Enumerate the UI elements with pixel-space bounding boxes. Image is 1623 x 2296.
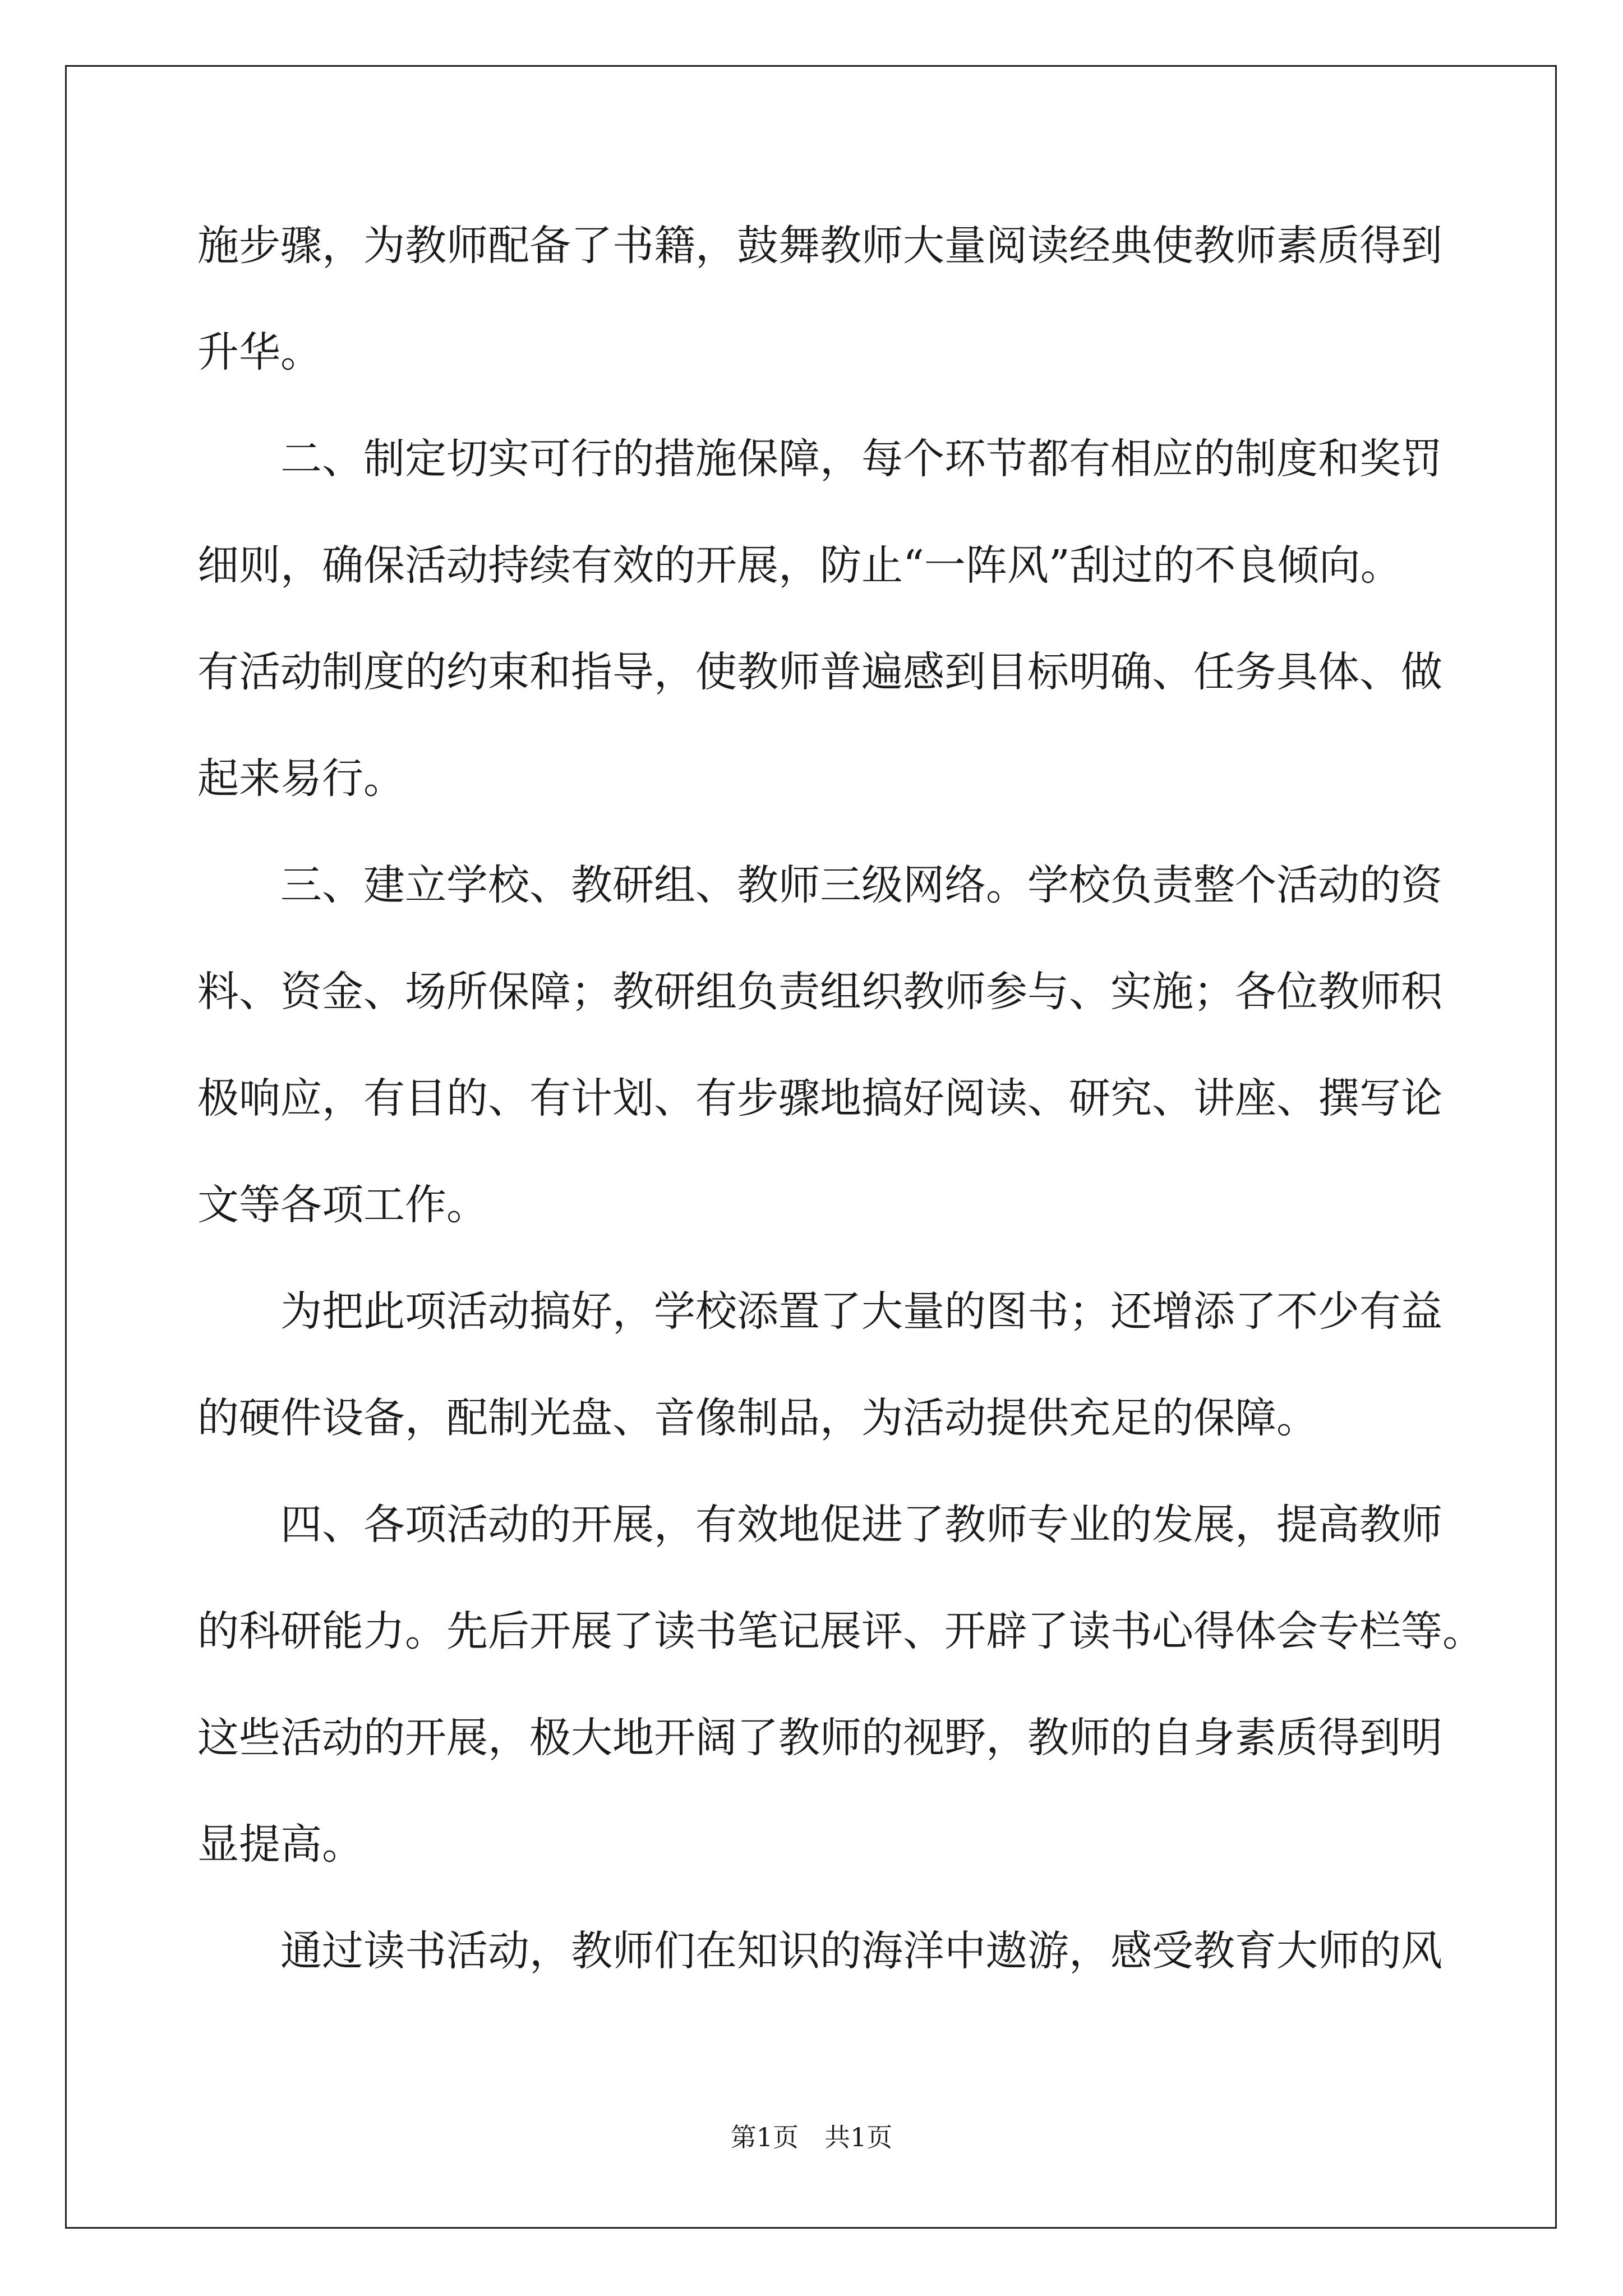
document-body (197, 210, 1484, 2022)
text-line: 显提高。 (197, 1820, 363, 1869)
text-line: 三、建立学校、教研组、教师三级网络。学校负责整个活动的资 (280, 861, 1442, 909)
text-line: 极响应，有目的、有计划、有步骤地搞好阅读、研究、讲座、撰写论 (197, 1074, 1442, 1122)
text-line: 通过读书活动，教师们在知识的海洋中遨游，感受教育大师的风 (280, 1927, 1442, 1975)
text-line: 的科研能力。先后开展了读书笔记展评、开辟了读书心得体会专栏等。 (197, 1607, 1484, 1655)
text-line: 起来易行。 (197, 754, 405, 803)
text-line: 的硬件设备，配制光盘、音像制品，为活动提供充足的保障。 (197, 1394, 1318, 1442)
text-line: 四、各项活动的开展，有效地促进了教师专业的发展，提高教师 (280, 1501, 1442, 1549)
text-line: 这些活动的开展，极大地开阔了教师的视野，教师的自身素质得到明 (197, 1714, 1442, 1762)
text-line: 施步骤，为教师配备了书籍，鼓舞教师大量阅读经典使教师素质得到 (197, 222, 1442, 270)
text-line: 文等各项工作。 (197, 1181, 488, 1229)
text-line: 细则，确保活动持续有效的开展，防止“一阵风”刮过的不良倾向。 (197, 541, 1402, 590)
text-line: 二、制定切实可行的措施保障，每个环节都有相应的制度和奖罚 (280, 435, 1442, 483)
text-line: 为把此项活动搞好，学校添置了大量的图书；还增添了不少有益 (280, 1287, 1442, 1336)
text-line: 升华。 (197, 328, 322, 376)
text-line: 料、资金、场所保障；教研组负责组织教师参与、实施；各位教师积 (197, 968, 1442, 1016)
page-footer: 第1页 共1页 (730, 2122, 893, 2152)
text-line: 有活动制度的约束和指导，使教师普遍感到目标明确、任务具体、做 (197, 648, 1442, 696)
